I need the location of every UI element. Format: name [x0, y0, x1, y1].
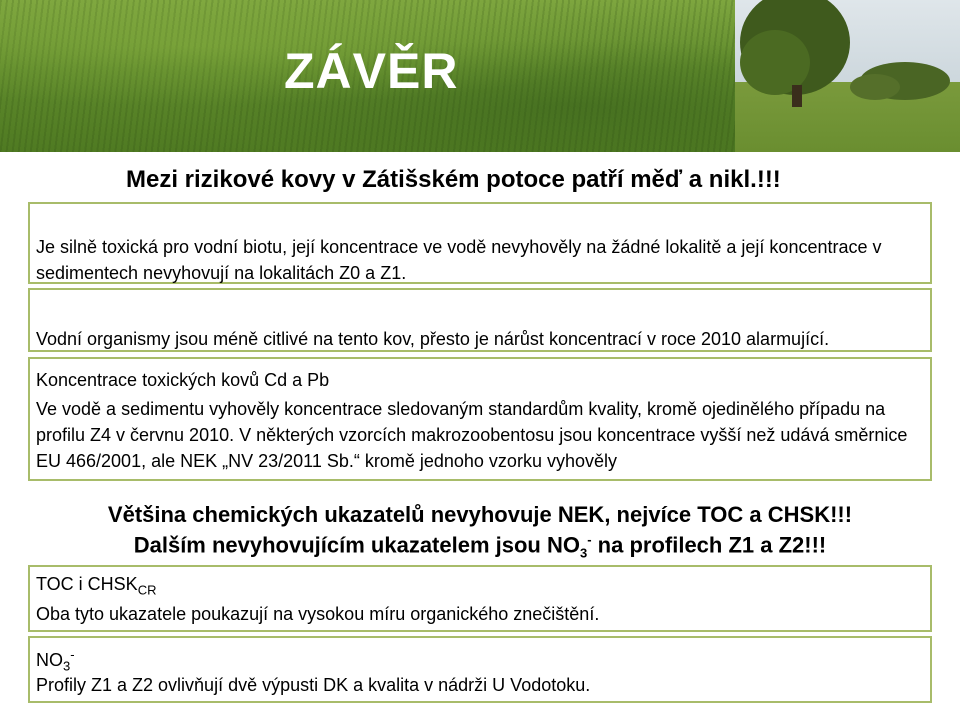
- toc-box: [28, 565, 932, 632]
- page-title: ZÁVĚR: [284, 43, 459, 99]
- toc-text: Oba tyto ukazatele poukazují na vysokou míru organického znečištění.: [36, 604, 600, 624]
- no3-box: [28, 636, 932, 703]
- med-text: Je silně toxická pro vodní biotu, její koncentrace ve vodě nevyhověly na žádné lokalitě a její koncentrace v sedimentech nevyhovují na lokalitách Z0 a Z1.: [36, 237, 882, 283]
- header-banner: [0, 0, 960, 152]
- toxic-box: [28, 357, 932, 481]
- summary-line-2: Dalším nevyhovujícím ukazatelem jsou $NO_3^-$ na profilech Z1 a Z2!!!: [133, 532, 827, 561]
- no3-label: $NO_3^-$: [36, 647, 75, 674]
- toc-label: TOC i $CHSK_{CR}$: [36, 574, 157, 598]
- toxic-text: Ve vodě a sedimentu vyhověly koncentrace sledovaným standardům kvality, kromě ojedinělého případu na profilu Z4 v červnu 2010. V některých vzorcích makrozoobentosu jsou koncentrace vyšší než udává směrnice EU 466/2001, ale NEK „NV 23/2011 Sb.“ kromě jednoho vzorku vyhověly: [36, 399, 908, 471]
- med-box: [28, 202, 932, 284]
- summary-line-1: Většina chemických ukazatelů nevyhovuje NEK, nejvíce TOC a CHSK!!!: [107, 502, 853, 527]
- toxic-label: Koncentrace toxických kovů Cd a Pb: [36, 370, 330, 390]
- headline: Mezi rizikové kovy v Zátišském potoce patří měď a nikl.!!!: [126, 166, 781, 193]
- nikl-text: Vodní organismy jsou méně citlivé na tento kov, přesto je nárůst koncentrací v roce 2010 alarmující.: [36, 329, 830, 349]
- nikl-box: [28, 288, 932, 352]
- no3-text: Profily Z1 a Z2 ovlivňují dvě výpusti DK a kvalita v nádrži U Vodotoku.: [36, 675, 591, 695]
